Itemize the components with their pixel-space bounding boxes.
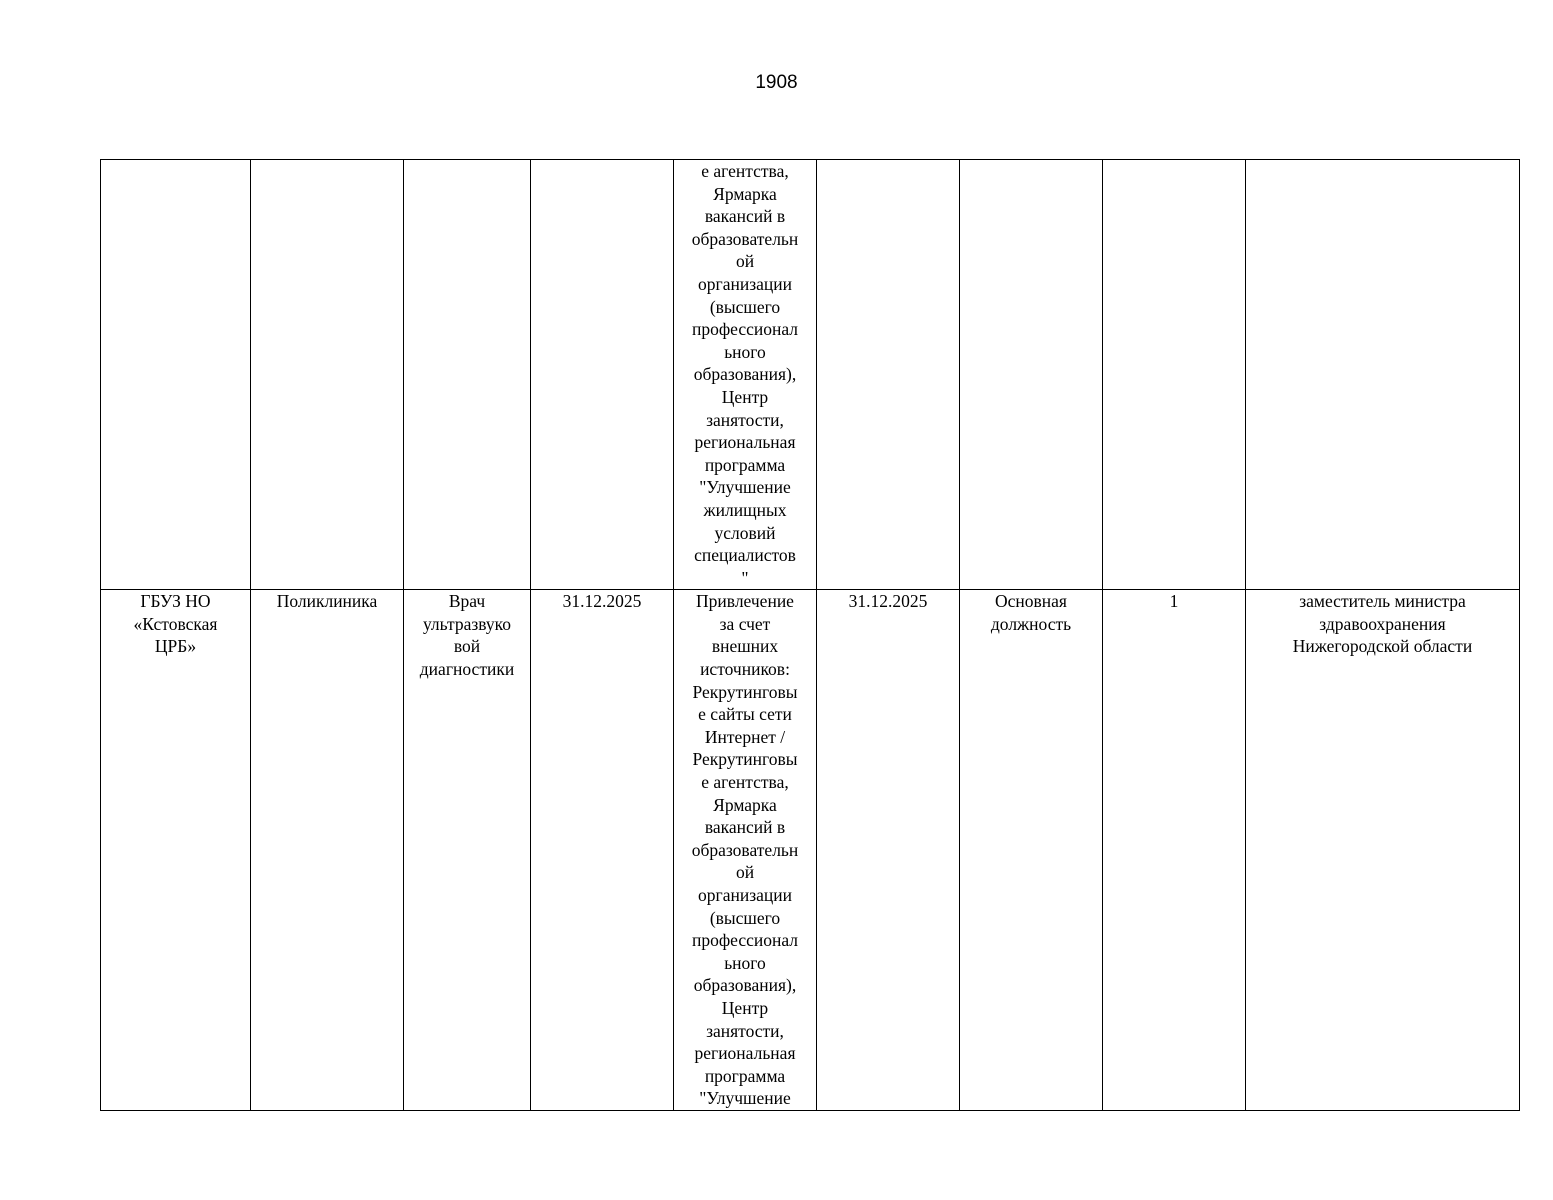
cell-text-line: вакансий в [704,817,786,838]
cell-text-line: " [741,567,749,588]
cell-text-line: е агентства, [701,161,789,181]
cell-text-line: региональная [694,1043,796,1064]
cell-text-line: вакансий в [704,206,786,227]
cell-deadline-date: 31.12.2025 [817,590,960,1111]
cell-deadline-date [817,160,960,590]
cell-text-line: ой [735,862,755,883]
table-row [101,590,1520,1111]
cell-text-line: образования), [693,364,797,385]
cell-quantity: 1 [1103,590,1246,1111]
cell-responsible [1246,160,1520,590]
table-row [101,160,1520,590]
cell-text-line: ой [735,251,755,272]
cell-text-line: профессионал [691,319,799,340]
cell-position [404,160,531,590]
cell-text-line: "Улучшение [699,1088,791,1109]
cell-text-line: жилищных [703,499,787,520]
cell-responsible: заместитель министра здравоохранения Нижегородской области [1246,590,1520,1111]
cell-text-line: организации [698,273,792,294]
cell-date [531,160,674,590]
cell-text-line: образования), [693,975,797,996]
cell-text-line: Ярмарка [713,794,777,815]
cell-text-line: ьного [724,341,766,362]
cell-text-line: Центр [721,997,769,1018]
cell-employment-type [960,160,1103,590]
cell-text-line: Рекрутинговы [692,749,798,770]
cell-text-line: Ярмарка [713,183,777,204]
cell-text-line: е сайты сети [698,704,792,725]
cell-employment-type: Основная должность [960,590,1103,1111]
cell-text-line: образовательн [691,839,799,860]
cell-text-line: "Улучшение [699,477,791,498]
cell-date: 31.12.2025 [531,590,674,1111]
cell-text-line: программа [704,454,786,475]
cell-text-line: е агентства, [701,772,789,793]
cell-text-line: организации [698,885,792,905]
cell-organization [101,160,251,590]
cell-text-line: профессионал [691,930,799,951]
cell-text-line: Интернет / [704,726,786,747]
cell-text-line: источников: [700,659,790,680]
cell-text-line: программа [704,1065,786,1086]
cell-quantity [1103,160,1246,590]
cell-text-line: внешних [711,636,779,657]
document-table [100,159,1520,1111]
cell-organization: ГБУЗ НО «Кстовская ЦРБ» [101,590,251,1111]
cell-text-line: ьного [724,952,766,973]
cell-department [251,160,404,590]
cell-recruitment-sources [674,160,817,590]
cell-position: Врач ультразвуко вой диагностики [404,590,531,1111]
cell-text-line: за счет [719,613,771,634]
cell-text-line: Рекрутинговы [692,681,798,702]
cell-text-line: (высшего [709,296,781,317]
cell-text-line: образовательн [691,228,799,249]
cell-department: Поликлиника [251,590,404,1111]
cell-text-line: Привлечение [696,591,794,612]
cell-text-line: занятости, [706,1020,784,1041]
cell-text-line: занятости, [706,409,784,430]
cell-text-line: (высшего [709,907,781,928]
page-number: 1908 [755,72,798,93]
cell-text-line: условий [714,522,776,543]
cell-text-line: региональная [694,432,796,453]
cell-text-line: Центр [721,386,769,407]
cell-recruitment-sources [674,590,817,1111]
cell-text-line: специалистов [694,545,796,566]
